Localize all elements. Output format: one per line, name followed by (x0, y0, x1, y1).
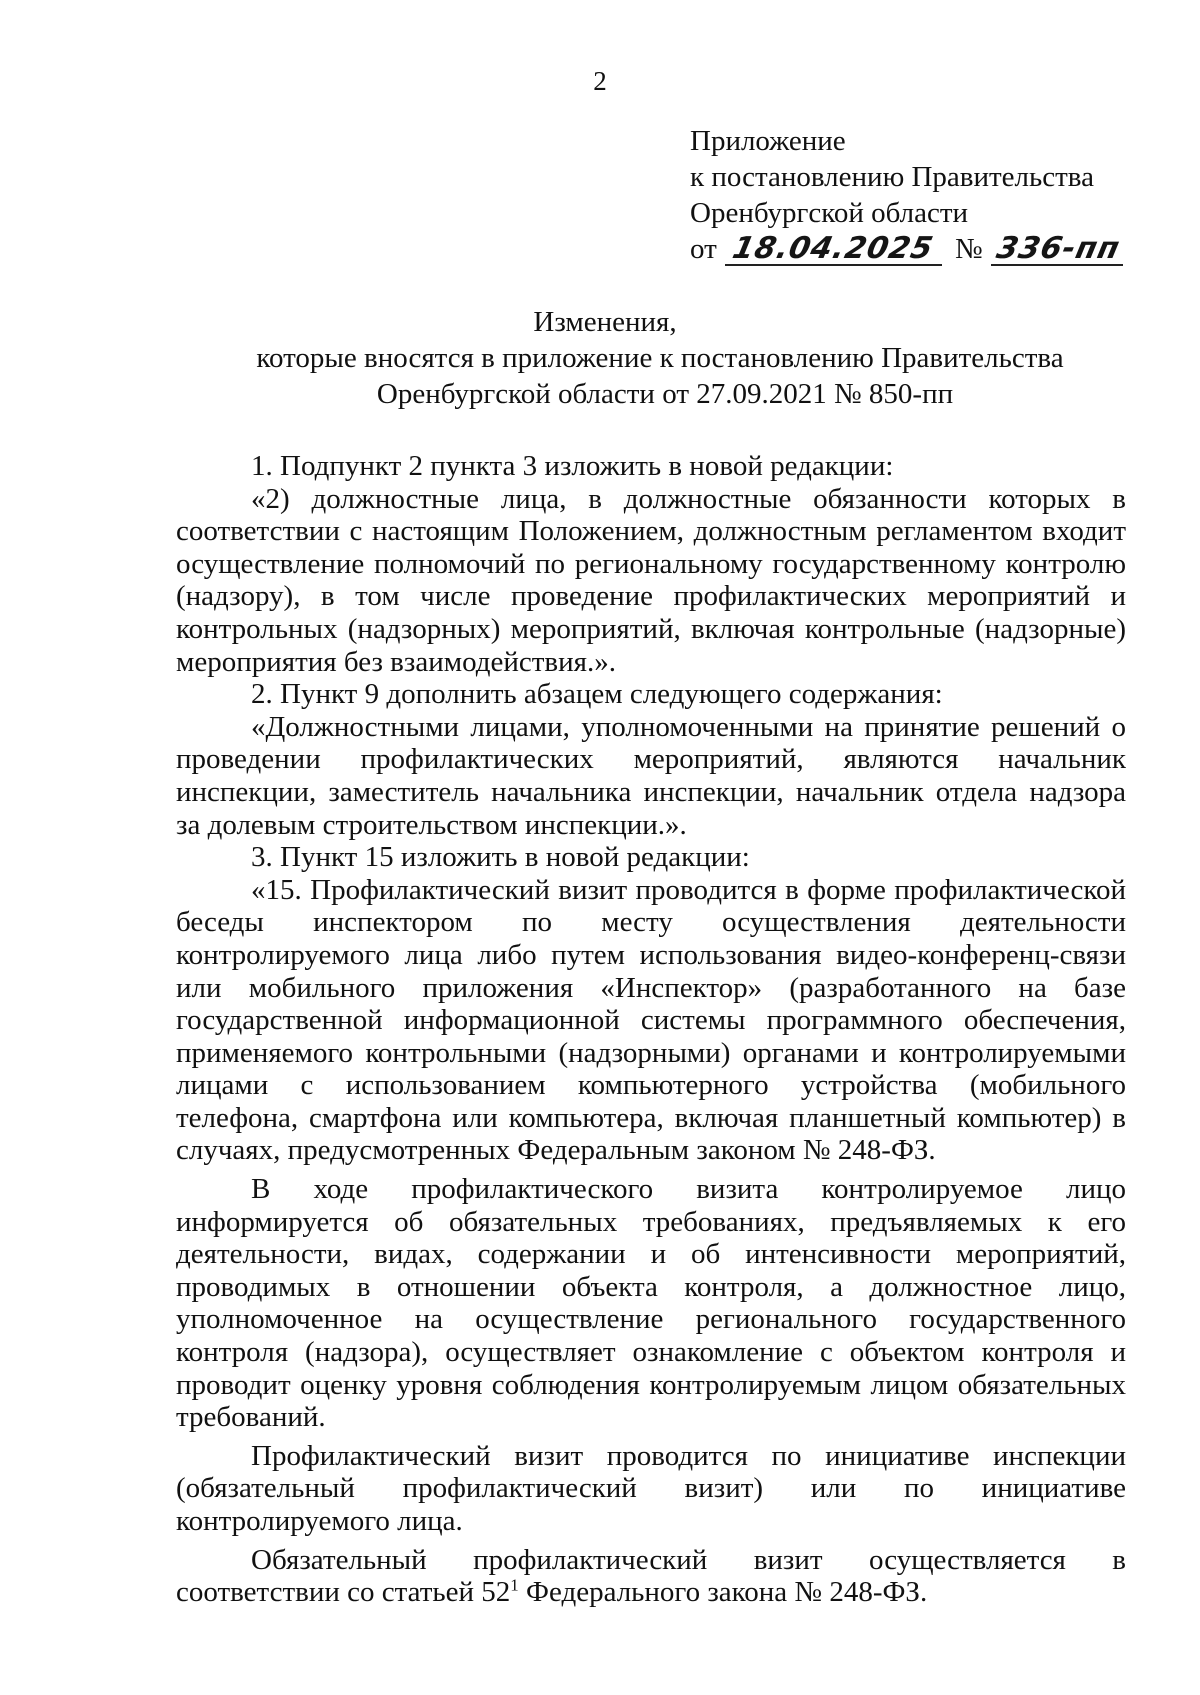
document-title (0, 304, 1200, 412)
appendix-line-1: Приложение (690, 125, 846, 157)
paragraph-1: 1. Подпункт 2 пункта 3 изложить в новой редакции: (251, 450, 894, 482)
date-prefix: от (690, 233, 717, 265)
article-superscript: 1 (510, 1575, 519, 1595)
number-field (991, 231, 1124, 266)
appendix-date-line (690, 231, 1123, 267)
title-line-3: Оренбургской области от 27.09.2021 № 850-пп (376, 378, 954, 410)
paragraph-2: «2) должностные лица, в должностные обязанности которых в соответствии с настоящим Положением, должностным регламентом входит осуществление полномочий по региональному государственному контролю (надзору), в том числе проведение профилактических мероприятий и контрольных (надзорных) мероприятий, включая контрольные (надзорные) мероприятия без взаимодействия.». (176, 482, 1126, 678)
paragraph-9 (176, 1544, 1126, 1609)
handwritten-date: 18.04.2025 (729, 231, 938, 266)
title-line-2: которые вносятся в приложение к постановлению Правительства (256, 342, 1064, 374)
paragraph-9-tail: Федерального закона № 248-ФЗ. (518, 1576, 928, 1609)
appendix-line-2: к постановлению Правительства (690, 161, 1094, 193)
paragraph-5: 3. Пункт 15 изложить в новой редакции: (251, 841, 750, 874)
paragraph-8: Профилактический визит проводится по инициативе инспекции (обязательный профилактический визит) или по инициативе контролируемого лица. (176, 1439, 1126, 1537)
appendix-header (690, 123, 1123, 267)
paragraph-3: 2. Пункт 9 дополнить абзацем следующего содержания: (251, 678, 943, 711)
paragraph-4: «Должностными лицами, уполномоченными на принятие решений о проведении профилактических мероприятий, являются начальник инспекции, заместитель начальника инспекции, начальник отдела надзора за долевым строительством инспекции.». (176, 710, 1126, 841)
number-prefix: № (955, 233, 983, 265)
handwritten-number: 336-пп (993, 231, 1124, 266)
title-line-1: Изменения, (533, 306, 677, 338)
page-number: 2 (593, 66, 607, 96)
paragraph-6: «15. Профилактический визит проводится в форме профилактической беседы инспектором по месту осуществления деятельности контролируемого лица либо путем использования видео-конференц-связи или мобильного приложения «Инспектор» (разработанного на базе государственной информационной системы программного обеспечения, применяемого контрольными (надзорными) органами и контролируемыми лицами с использованием компьютерного устройства (мобильного телефона, смартфона или компьютера, включая планшетный компьютер) в случаях, предусмотренных Федеральным законом № 248-ФЗ. (176, 873, 1126, 1167)
appendix-line-3: Оренбургской области (690, 197, 969, 229)
paragraph-7: В ходе профилактического визита контролируемое лицо информируется об обязательных требованиях, предъявляемых к его деятельности, видах, содержании и об интенсивности мероприятий, проводимых в отношении объекта контроля, а должностное лицо, уполномоченное на осуществление регионального государственного контроля (надзора), осуществляет ознакомление с объектом контроля и проводит оценку уровня соблюдения контролируемым лицом обязательных требований. (176, 1173, 1126, 1434)
date-field (725, 231, 942, 266)
paragraph-9-text: Обязательный профилактический визит осуществляется в соответствии со статьей 52 (176, 1543, 1126, 1609)
document-body (176, 450, 1126, 1609)
